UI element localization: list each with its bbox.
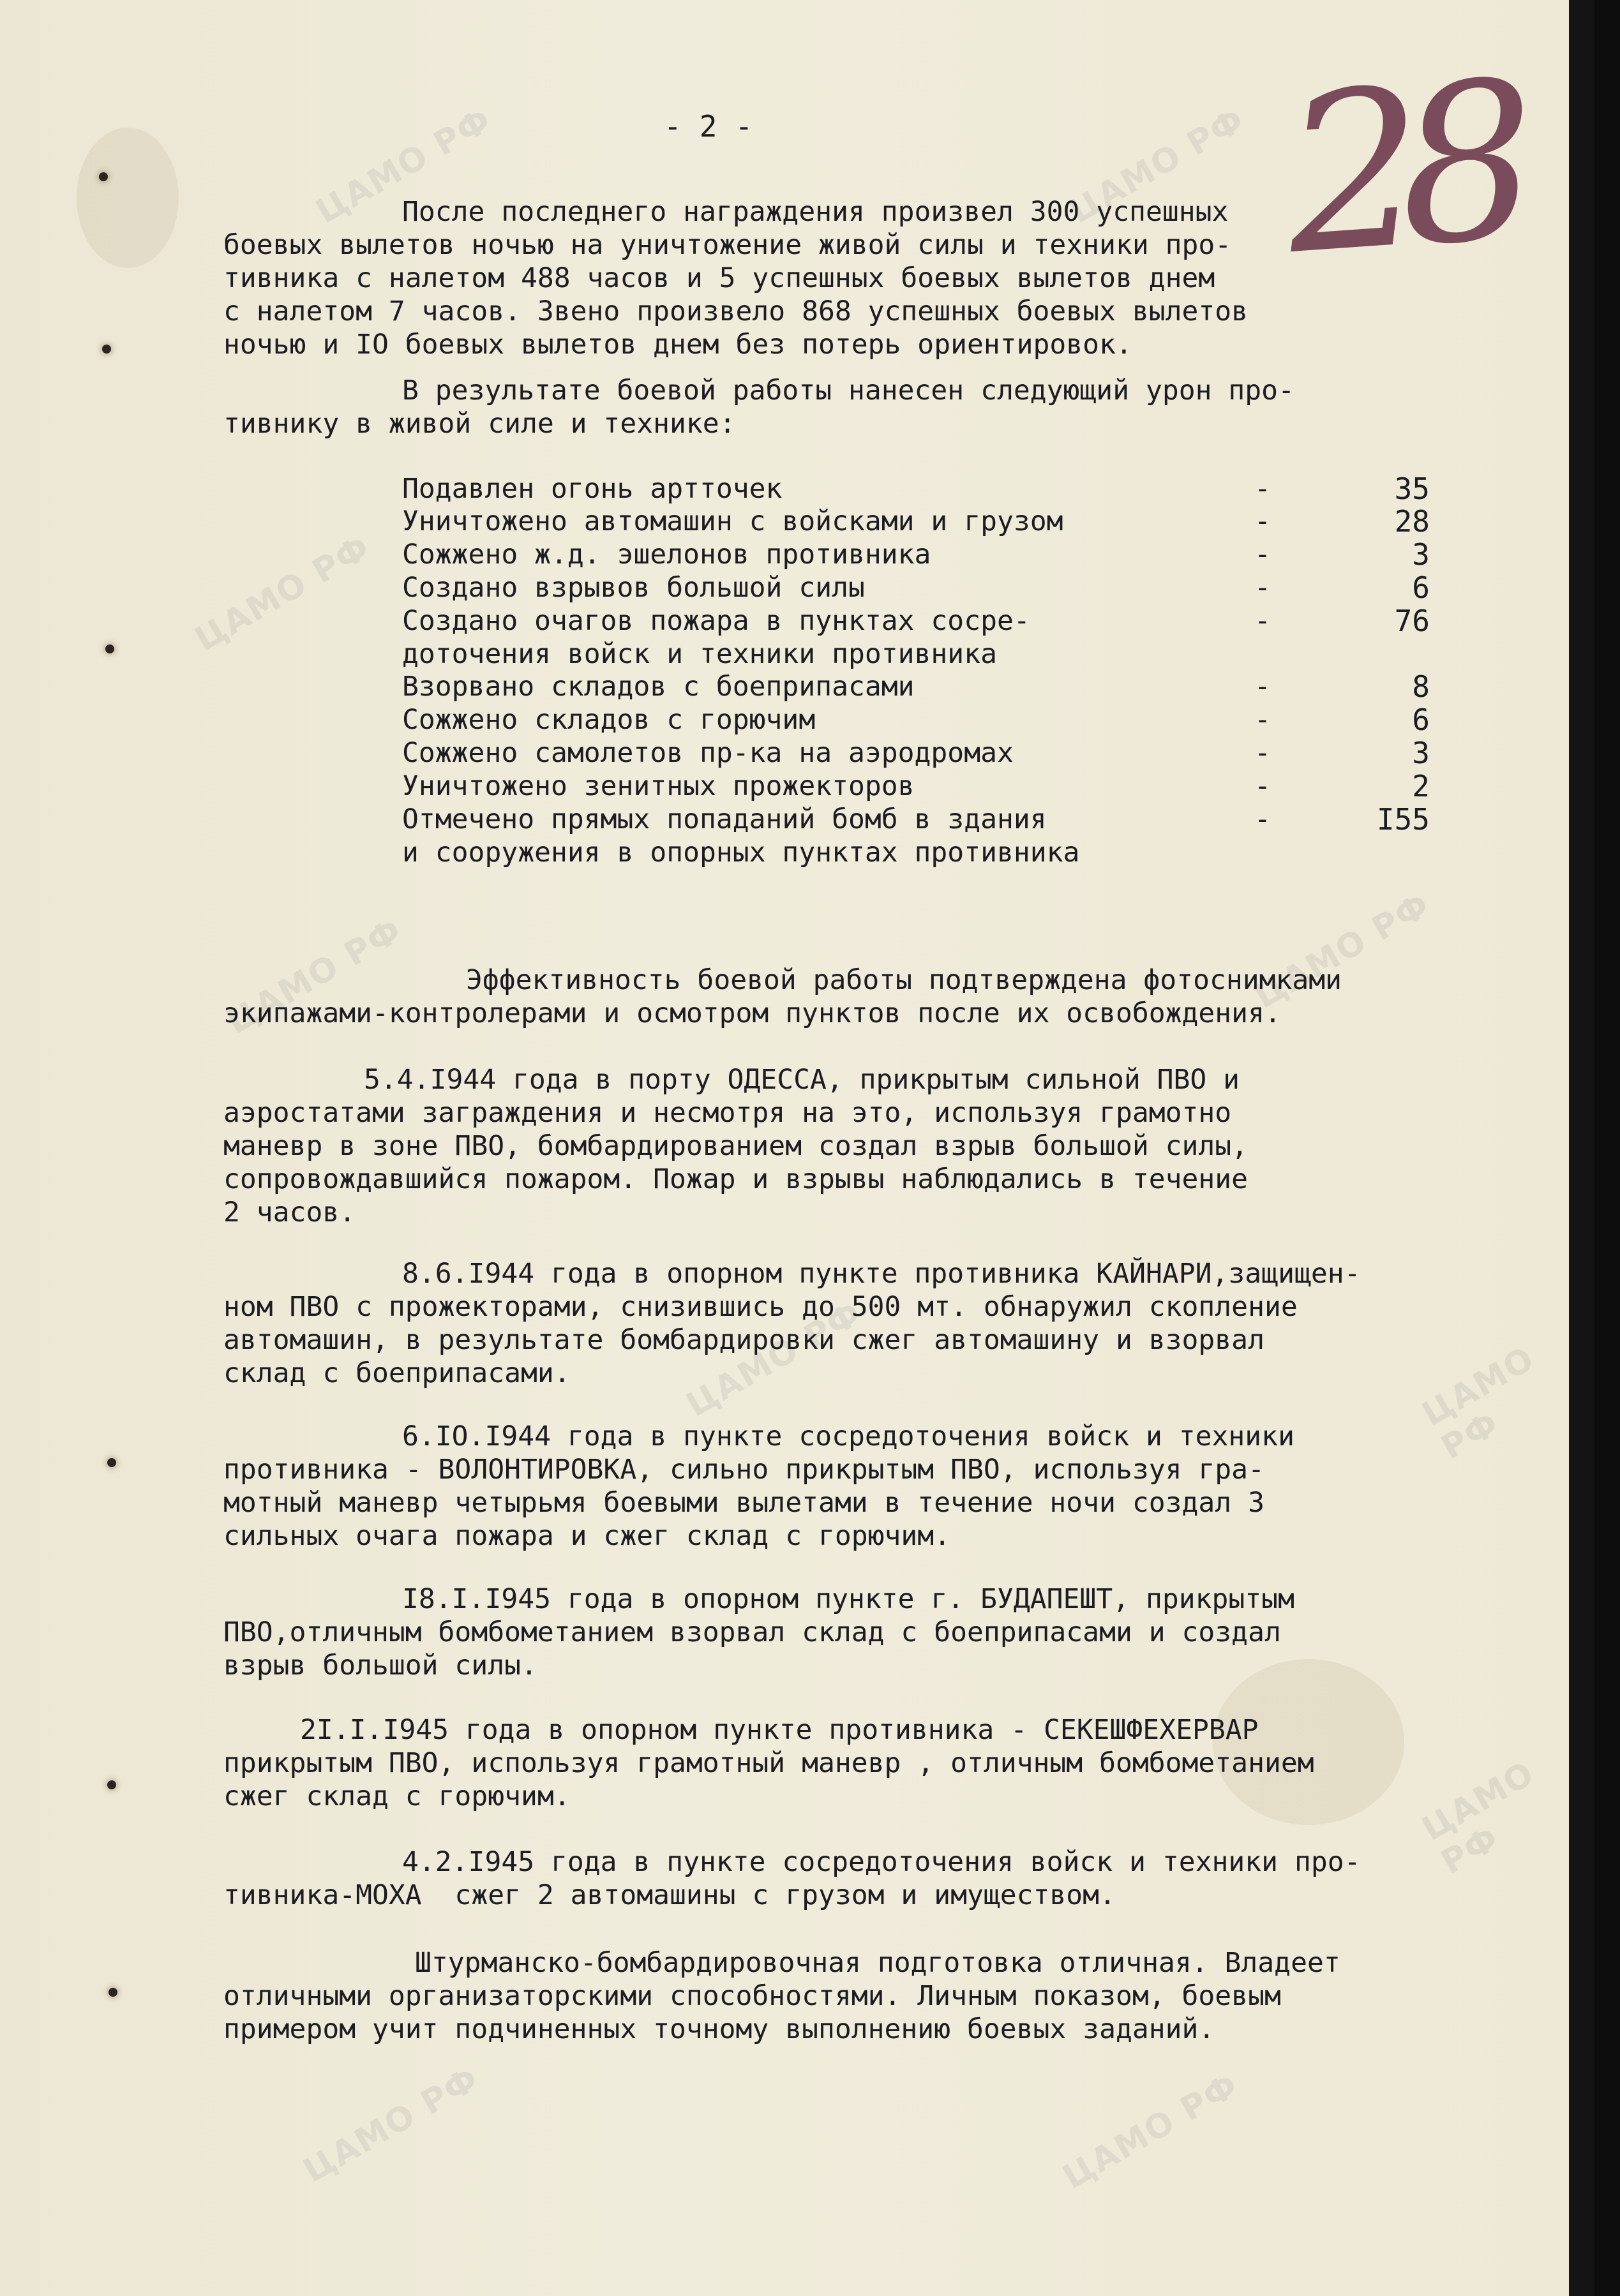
- loss-dash: -: [1254, 605, 1271, 637]
- text-line: сильных очага пожара и сжег склад с горючим.: [223, 1520, 951, 1552]
- text-line: экипажами-контролерами и осмотром пунктов после их освобождения.: [223, 997, 1281, 1029]
- paragraph: [223, 1257, 1361, 1390]
- watermark: ЦАМО РФ: [1415, 1754, 1541, 1882]
- text-line: ПВО,отличным бомбометанием взорвал склад с боеприпасами и создал: [223, 1616, 1281, 1648]
- watermark: ЦАМО РФ: [1415, 1339, 1541, 1467]
- loss-value: 8: [1412, 669, 1430, 704]
- loss-value: 35: [1394, 472, 1430, 506]
- paper-stain: [77, 128, 179, 268]
- loss-label: Уничтожено зенитных прожекторов: [402, 770, 915, 802]
- text-line: мотный маневр четырьмя боевыми вылетами в течение ночи создал 3: [223, 1487, 1264, 1519]
- text-line: В результате боевой работы нанесен следующий урон про-: [402, 375, 1294, 406]
- punch-hole: [107, 1458, 116, 1467]
- loss-dash: -: [1254, 737, 1271, 769]
- text-line: тивника с налетом 488 часов и 5 успешных боевых вылетов днем: [223, 262, 1215, 294]
- loss-dash: -: [1254, 539, 1271, 570]
- watermark: ЦАМО РФ: [1063, 100, 1252, 232]
- text-line: I8.I.I945 года в опорном пункте г. БУДАПЕШТ, прикрытым: [402, 1583, 1294, 1615]
- loss-dash: -: [1254, 671, 1271, 703]
- text-line: После последнего награждения произвел 300 успешных: [402, 196, 1229, 228]
- page-number: - 2 -: [664, 109, 753, 144]
- loss-dash: -: [1254, 704, 1271, 736]
- loss-label: Отмечено прямых попаданий бомб в здания и сооружения в опорных пунктах противника: [402, 803, 1080, 868]
- text-line: с налетом 7 часов. Звено произвело 868 успешных боевых вылетов: [223, 295, 1249, 327]
- text-line: 2I.I.I945 года в опорном пункте противника - СЕКЕШФЕХЕРВАР: [300, 1714, 1259, 1746]
- results-paragraph: [223, 374, 1294, 440]
- loss-label: Сожжено ж.д. эшелонов противника: [402, 539, 931, 570]
- text-line: Эффективность боевой работы подтверждена фотоснимками: [466, 964, 1342, 996]
- text-line: сопровождавшийся пожаром. Пожар и взрывы наблюдались в течение: [223, 1163, 1249, 1195]
- paragraph: [223, 1420, 1294, 1553]
- loss-dash: -: [1254, 473, 1271, 505]
- loss-value: 28: [1394, 504, 1430, 539]
- punch-hole: [102, 345, 111, 354]
- watermark: ЦАМО РФ: [680, 1293, 869, 1425]
- punch-hole: [109, 1988, 117, 1997]
- text-line: автомашин, в результате бомбардировки сжег автомашину и взорвал: [223, 1324, 1264, 1356]
- watermark: ЦАМО РФ: [220, 911, 409, 1042]
- loss-value: 76: [1394, 604, 1430, 638]
- text-line: тивнику в живой силе и технике:: [223, 408, 736, 440]
- watermark: ЦАМО РФ: [297, 2059, 486, 2191]
- loss-label: Создано очагов пожара в пунктах сосре- доточения войск и техники противника: [402, 605, 1030, 670]
- text-line: сжег склад с горючим.: [223, 1780, 571, 1812]
- loss-label: Уничтожено автомашин с войсками и грузом: [402, 505, 1063, 537]
- paragraph: [223, 1946, 1340, 2046]
- loss-dash: -: [1254, 572, 1271, 604]
- loss-value: 3: [1412, 736, 1430, 770]
- loss-value: I55: [1376, 802, 1430, 837]
- text-line: 6.IO.I944 года в пункте сосредоточения войск и техники: [402, 1420, 1294, 1452]
- loss-dash: -: [1254, 505, 1271, 537]
- paragraph: [223, 1583, 1294, 1682]
- folio-number: 28: [1277, 35, 1520, 303]
- loss-value: 6: [1412, 703, 1430, 737]
- text-line: Штурманско-бомбардировочная подготовка отличная. Владеет: [415, 1947, 1340, 1979]
- watermark: ЦАМО РФ: [188, 528, 377, 659]
- text-line: боевых вылетов ночью на уничтожение живой силы и техники про-: [223, 229, 1232, 261]
- loss-dash: -: [1254, 803, 1271, 835]
- text-line: маневр в зоне ПВО, бомбардированием создал взрыв большой силы,: [223, 1130, 1249, 1162]
- text-line: 8.6.I944 года в опорном пункте противника КАЙНАРИ,защищен-: [402, 1258, 1361, 1290]
- text-line: отличными организаторскими способностями. Личным показом, боевым: [223, 1980, 1281, 2012]
- loss-label: Создано взрывов большой силы: [402, 572, 865, 604]
- loss-label: Сожжено складов с горючим: [402, 704, 816, 736]
- text-line: ночью и IO боевых вылетов днем без потерь ориентировок.: [223, 329, 1132, 361]
- paragraph: [223, 1845, 1361, 1912]
- intro-paragraph: [223, 195, 1248, 361]
- paragraph: [223, 964, 1342, 1030]
- paragraph: [223, 1063, 1248, 1229]
- text-line: примером учит подчиненных точному выполнению боевых заданий.: [223, 2013, 1215, 2045]
- text-line: ном ПВО с прожекторами, снизившись до 500 мт. обнаружил скопление: [223, 1291, 1298, 1323]
- text-line: склад с боеприпасами.: [223, 1357, 571, 1389]
- watermark: ЦАМО РФ: [310, 100, 499, 232]
- punch-hole: [107, 1780, 116, 1789]
- loss-value: 6: [1412, 570, 1430, 605]
- text-line: аэростатами заграждения и несмотря на это, используя грамотно: [223, 1097, 1232, 1129]
- text-line: прикрытым ПВО, используя грамотный маневр , отличным бомбометанием: [223, 1747, 1314, 1779]
- text-line: тивника-МОХА сжег 2 автомашины с грузом и имуществом.: [223, 1879, 1116, 1911]
- watermark: ЦАМО РФ: [1056, 2066, 1245, 2197]
- loss-value: 3: [1412, 537, 1430, 572]
- text-line: взрыв большой силы.: [223, 1650, 537, 1681]
- paragraph: [223, 1713, 1314, 1813]
- text-line: 2 часов.: [223, 1196, 356, 1228]
- loss-label: Подавлен огонь артточек: [402, 473, 783, 505]
- loss-value: 2: [1412, 769, 1430, 803]
- watermark: ЦАМО РФ: [1248, 885, 1437, 1017]
- loss-label: Сожжено самолетов пр-ка на аэродромах: [402, 737, 1014, 769]
- scan-edge: [1569, 0, 1594, 2296]
- loss-label: Взорвано складов с боеприпасами: [402, 671, 915, 703]
- text-line: 4.2.I945 года в пункте сосредоточения войск и техники про-: [402, 1846, 1361, 1878]
- text-line: 5.4.I944 года в порту ОДЕССА, прикрытым сильной ПВО и: [364, 1064, 1240, 1096]
- loss-dash: -: [1254, 770, 1271, 802]
- punch-hole: [99, 172, 108, 181]
- text-line: противника - ВОЛОНТИРОВКА, сильно прикрытым ПВО, используя гра-: [223, 1454, 1264, 1486]
- punch-hole: [105, 645, 114, 653]
